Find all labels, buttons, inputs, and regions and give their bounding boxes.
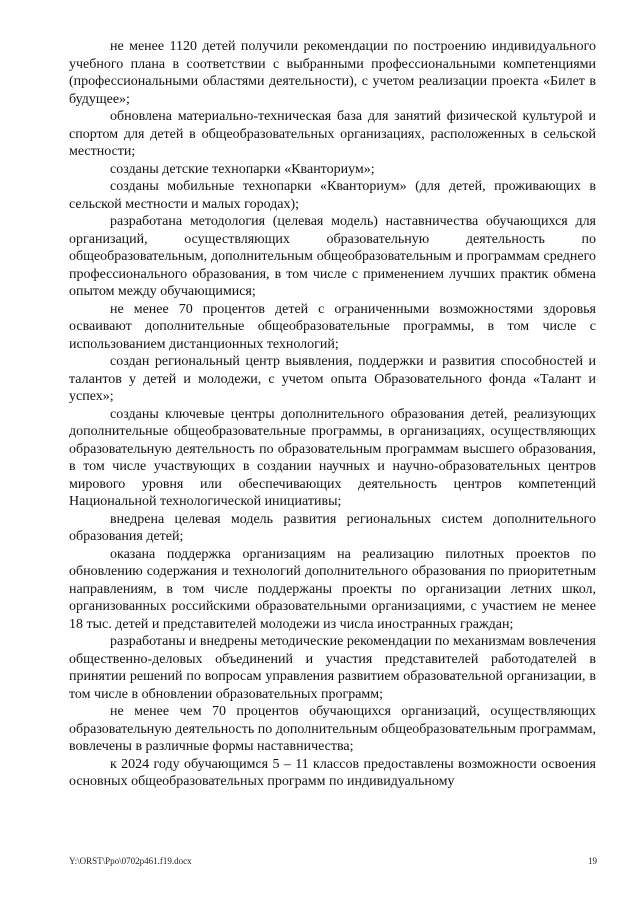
paragraph: обновлена материально-техническая база для занятий физической культурой и спортом для детей в общеобразовательных организациях, расположенных в сельской местности; — [69, 109, 596, 159]
paragraph: созданы ключевые центры дополнительного образования детей, реализующих дополнительные общеобразовательные программы, в организациях, осуществляющих образовательную деятельность по образовательным программам высшего образования, в том числе участвующих в создании научных и научно-образовательных центров мирового уровня или обеспечивающих деятельность центров компетенций Национальной технологической инициативы; — [69, 406, 596, 509]
paragraph: разработана методология (целевая модель) наставничества обучающихся для организаций, осуществляющих образовательную деятельность по общеобразовательным, дополнительным общеобразовательным и программам среднего профессионального образования, в том числе с применением лучших практик обмена опытом между обучающимися; — [69, 214, 596, 299]
paragraph: создан региональный центр выявления, поддержки и развития способностей и талантов у детей и молодежи, с учетом опыта Образовательного фонда «Талант и успех»; — [69, 354, 596, 404]
paragraph: созданы детские технопарки «Кванториум»; — [110, 161, 375, 177]
paragraph: разработаны и внедрены методические рекомендации по механизмам вовлечения общественно-деловых объединений и участия представителей работодателей в принятии решений по вопросам управления развитием образовательной организации, в том числе в обновлении образовательных программ; — [69, 634, 596, 702]
paragraph: не менее 70 процентов детей с ограниченными возможностями здоровья осваивают дополнительные общеобразовательные программы, в том числе с использованием дистанционных технологий; — [69, 301, 596, 352]
paragraph: не менее 1120 детей получили рекомендации по построению индивидуального учебного плана в соответствии с выбранными профессиональными компетенциями (профессиональными областями деятельности), с учетом реализации проекта «Билет в будущее»; — [69, 39, 596, 107]
paragraph: к 2024 году обучающимся 5 – 11 классов предоставлены возможности освоения основных общеобразовательных программ по индивидуальному — [69, 756, 596, 789]
paragraph: внедрена целевая модель развития региональных систем дополнительного образования детей; — [69, 511, 596, 544]
paragraph: оказана поддержка организациям на реализацию пилотных проектов по обновлению содержания и технологий дополнительного образования по приоритетным направлениям, в том числе поддержаны проекты по организации летних школ, организованных российскими образовательными организациями, с участием не менее 18 тыс. детей и представителей молодежи из числа иностранных граждан; — [69, 546, 596, 632]
footer-page-number: 19 — [588, 856, 597, 866]
document-body — [69, 38, 596, 791]
paragraph: не менее чем 70 процентов обучающихся организаций, осуществляющих образовательную деятельность по дополнительным общеобразовательным программам, вовлечены в различные формы наставничества; — [69, 704, 596, 754]
paragraph: созданы мобильные технопарки «Кванториум» (для детей, проживающих в сельской местности и малых городах); — [69, 179, 596, 212]
footer-file-path: Y:\ORST\Ppo\0702p461.f19.docx — [69, 856, 192, 866]
